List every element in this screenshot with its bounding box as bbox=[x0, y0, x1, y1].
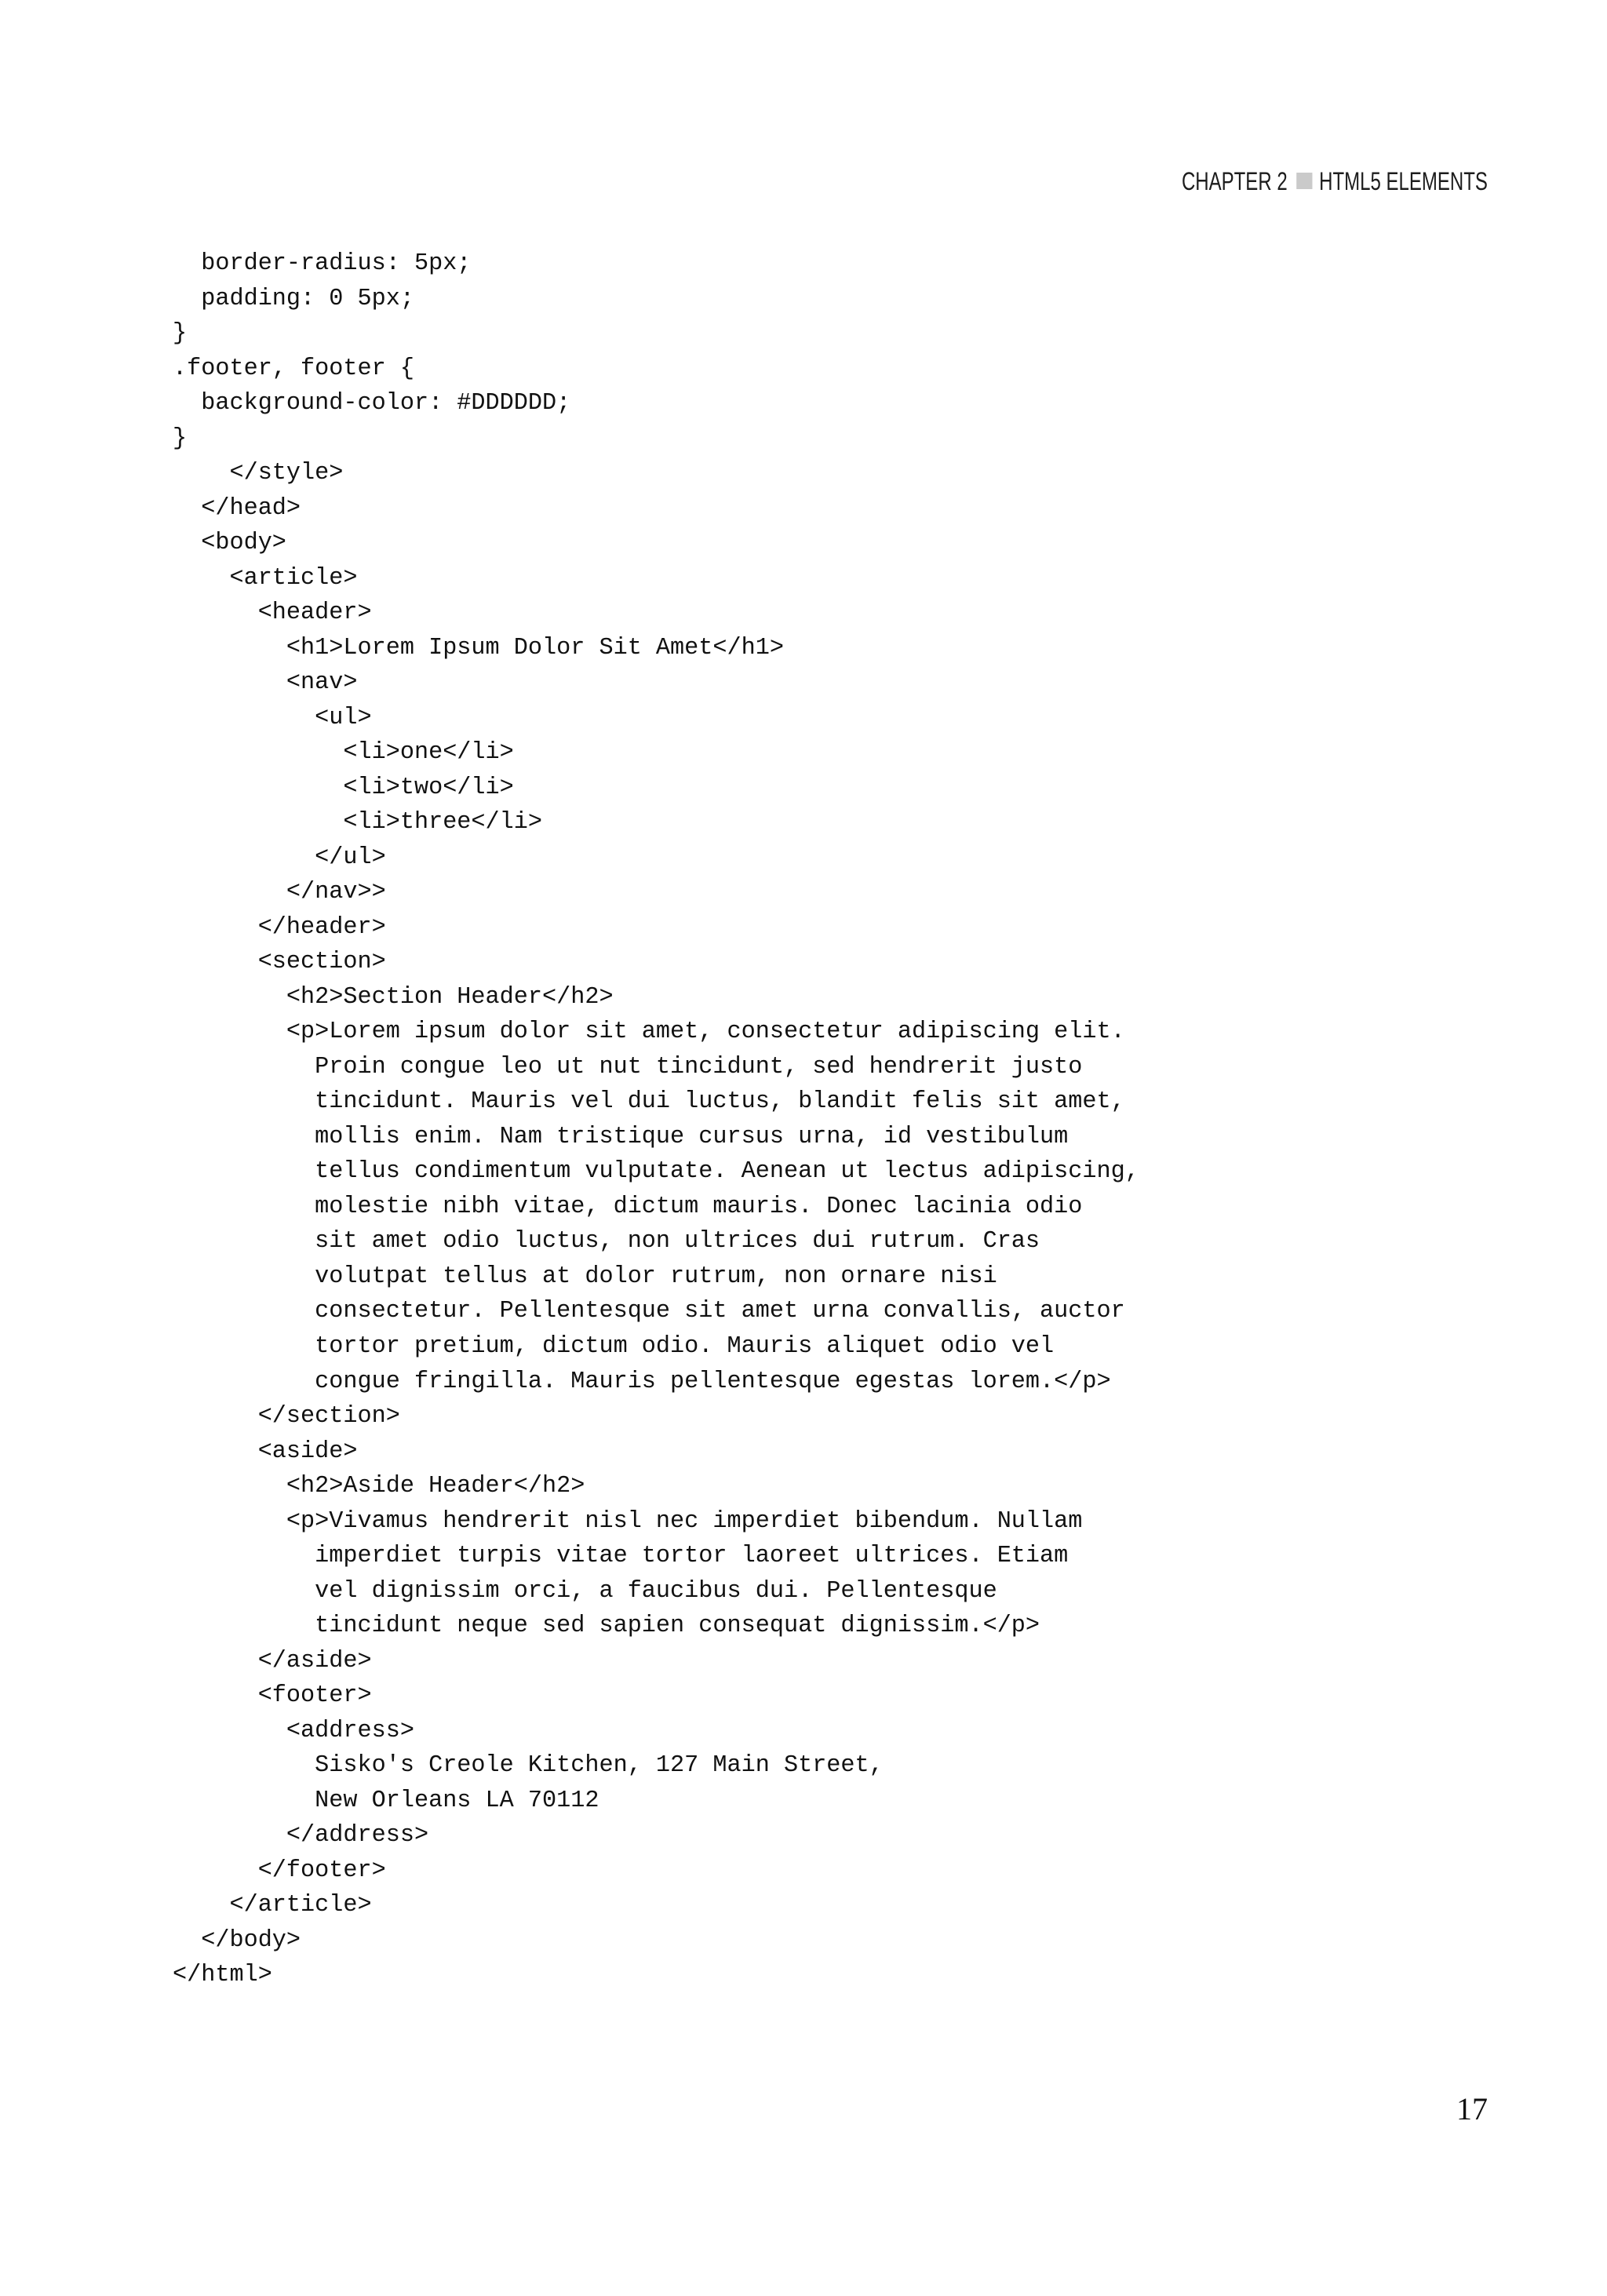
code-line: volutpat tellus at dolor rutrum, non ornare nisi bbox=[173, 1263, 997, 1290]
code-line: <nav> bbox=[173, 669, 358, 697]
code-line: <article> bbox=[173, 564, 358, 592]
code-line: sit amet odio luctus, non ultrices dui rutrum. Cras bbox=[173, 1228, 1040, 1256]
code-line: <h2>Section Header</h2> bbox=[173, 983, 614, 1011]
code-line: <address> bbox=[173, 1717, 414, 1744]
page-number: 17 bbox=[1456, 2091, 1488, 2127]
code-line: <p>Lorem ipsum dolor sit amet, consectetur adipiscing elit. bbox=[173, 1019, 1125, 1046]
code-line: <header> bbox=[173, 600, 372, 627]
code-line: </article> bbox=[173, 1892, 372, 1919]
code-line: </html> bbox=[173, 1962, 272, 1989]
code-line: </style> bbox=[173, 460, 344, 487]
code-line: consectetur. Pellentesque sit amet urna convallis, auctor bbox=[173, 1298, 1125, 1325]
code-line: background-color: #DDDDDD; bbox=[173, 390, 571, 417]
code-line: <li>two</li> bbox=[173, 774, 514, 801]
code-line: tincidunt neque sed sapien consequat dignissim.</p> bbox=[173, 1613, 1040, 1640]
code-line: </head> bbox=[173, 494, 301, 522]
chapter-title: HTML5 ELEMENTS bbox=[1319, 167, 1488, 195]
code-line: </nav>> bbox=[173, 879, 386, 906]
code-line: vel dignissim orci, a faucibus dui. Pellentesque bbox=[173, 1577, 997, 1605]
code-line: congue fringilla. Mauris pellentesque egestas lorem.</p> bbox=[173, 1368, 1111, 1395]
code-line: tellus condimentum vulputate. Aenean ut lectus adipiscing, bbox=[173, 1158, 1139, 1186]
code-line: </ul> bbox=[173, 844, 386, 871]
code-line: .footer, footer { bbox=[173, 355, 414, 382]
code-line: </body> bbox=[173, 1926, 301, 1954]
code-line: </section> bbox=[173, 1403, 400, 1430]
code-line: } bbox=[173, 425, 188, 452]
code-line: <h2>Aside Header</h2> bbox=[173, 1473, 585, 1500]
code-line: <aside> bbox=[173, 1438, 358, 1465]
code-line: <section> bbox=[173, 949, 386, 976]
code-line: tortor pretium, dictum odio. Mauris aliquet odio vel bbox=[173, 1332, 1055, 1360]
code-line: Proin congue leo ut nut tincidunt, sed hendrerit justo bbox=[173, 1053, 1083, 1081]
code-line: </header> bbox=[173, 913, 386, 941]
code-line: <body> bbox=[173, 530, 286, 557]
code-line: padding: 0 5px; bbox=[173, 285, 414, 312]
square-icon bbox=[1296, 173, 1312, 189]
code-line: </aside> bbox=[173, 1647, 372, 1675]
code-line: tincidunt. Mauris vel dui luctus, blandit felis sit amet, bbox=[173, 1088, 1125, 1116]
code-line: <h1>Lorem Ipsum Dolor Sit Amet</h1> bbox=[173, 634, 784, 661]
code-line: border-radius: 5px; bbox=[173, 250, 472, 277]
code-line: Sisko's Creole Kitchen, 127 Main Street, bbox=[173, 1752, 884, 1780]
code-line: <li>one</li> bbox=[173, 739, 514, 767]
code-line: <p>Vivamus hendrerit nisl nec imperdiet bibendum. Nullam bbox=[173, 1507, 1083, 1535]
code-line: <footer> bbox=[173, 1682, 372, 1710]
code-line: } bbox=[173, 320, 188, 348]
code-line: imperdiet turpis vitae tortor laoreet ultrices. Etiam bbox=[173, 1543, 1069, 1570]
code-line: </footer> bbox=[173, 1857, 386, 1884]
chapter-label: CHAPTER 2 bbox=[1182, 167, 1288, 195]
code-listing bbox=[173, 246, 1139, 1993]
code-line: mollis enim. Nam tristique cursus urna, id vestibulum bbox=[173, 1123, 1069, 1150]
running-header bbox=[1182, 169, 1488, 194]
code-line: New Orleans LA 70112 bbox=[173, 1787, 599, 1814]
code-line: molestie nibh vitae, dictum mauris. Donec lacinia odio bbox=[173, 1193, 1083, 1220]
code-line: <ul> bbox=[173, 704, 372, 731]
code-line: </address> bbox=[173, 1822, 429, 1850]
code-line: <li>three</li> bbox=[173, 809, 543, 836]
